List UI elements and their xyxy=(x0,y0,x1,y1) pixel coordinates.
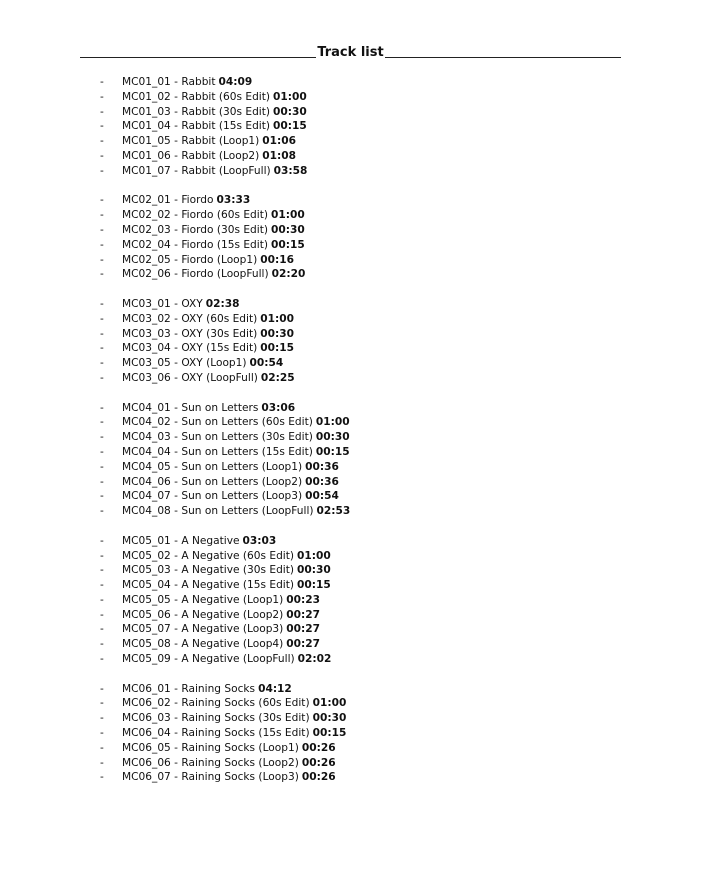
track-duration: 03:33 xyxy=(216,194,251,207)
track-duration: 00:30 xyxy=(271,223,305,236)
list-bullet: - xyxy=(100,460,104,473)
list-bullet: - xyxy=(100,194,104,207)
track-duration: 00:27 xyxy=(286,638,321,651)
track-group xyxy=(100,75,660,179)
track-duration: 03:03 xyxy=(242,534,277,547)
list-bullet: - xyxy=(100,209,104,222)
track-name: MC02_04 - Fiordo (15s Edit) xyxy=(122,238,268,251)
track-duration: 00:16 xyxy=(260,253,294,266)
track-item xyxy=(100,578,660,593)
track-group xyxy=(100,297,660,386)
list-bullet: - xyxy=(100,135,104,148)
track-name: MC03_06 - OXY (LoopFull) xyxy=(122,371,258,384)
track-item xyxy=(100,415,660,430)
track-name: MC02_03 - Fiordo (30s Edit) xyxy=(122,223,268,236)
page-title: Track list xyxy=(317,45,384,60)
list-bullet: - xyxy=(100,608,104,621)
track-duration: 00:54 xyxy=(305,490,339,503)
list-bullet: - xyxy=(100,653,104,666)
track-duration: 00:26 xyxy=(301,756,336,769)
list-bullet: - xyxy=(100,105,104,118)
track-duration: 00:30 xyxy=(260,327,294,340)
track-duration: 03:06 xyxy=(261,401,296,414)
track-item xyxy=(100,208,660,223)
list-bullet: - xyxy=(100,120,104,133)
track-name: MC01_01 - Rabbit xyxy=(122,76,216,88)
track-duration: 00:23 xyxy=(286,593,321,606)
track-group xyxy=(100,682,660,786)
track-item xyxy=(100,682,660,697)
track-item xyxy=(100,164,660,179)
track-name: MC02_06 - Fiordo (LoopFull) xyxy=(122,268,269,281)
track-name: MC02_01 - Fiordo xyxy=(122,194,214,207)
track-item xyxy=(100,741,660,756)
track-item xyxy=(100,445,660,460)
track-name: MC05_01 - A Negative xyxy=(122,534,240,547)
track-item xyxy=(100,608,660,623)
track-name: MC06_04 - Raining Socks (15s Edit) xyxy=(122,727,310,740)
list-bullet: - xyxy=(100,416,104,429)
list-bullet: - xyxy=(100,342,104,355)
list-bullet: - xyxy=(100,149,104,162)
track-item xyxy=(100,652,660,667)
track-name: MC05_04 - A Negative (15s Edit) xyxy=(122,579,295,592)
track-name: MC05_07 - A Negative (Loop3) xyxy=(122,623,284,636)
track-name: MC05_08 - A Negative (Loop4) xyxy=(122,638,284,651)
list-bullet: - xyxy=(100,371,104,384)
track-duration: 00:26 xyxy=(301,771,336,784)
track-duration: 00:54 xyxy=(249,357,284,370)
track-duration: 00:15 xyxy=(312,727,347,740)
track-item xyxy=(100,341,660,356)
track-name: MC03_05 - OXY (Loop1) xyxy=(122,357,247,370)
track-item xyxy=(100,475,660,490)
track-item xyxy=(100,297,660,312)
track-group xyxy=(100,401,660,519)
track-name: MC01_05 - Rabbit (Loop1) xyxy=(122,135,260,148)
track-name: MC06_03 - Raining Socks (30s Edit) xyxy=(122,712,310,725)
list-bullet: - xyxy=(100,712,104,725)
track-item xyxy=(100,460,660,475)
track-item xyxy=(100,696,660,711)
list-bullet: - xyxy=(100,623,104,636)
list-bullet: - xyxy=(100,401,104,414)
track-item xyxy=(100,90,660,105)
track-item xyxy=(100,401,660,416)
track-name: MC05_06 - A Negative (Loop2) xyxy=(122,608,284,621)
track-group xyxy=(100,534,660,667)
track-duration: 00:15 xyxy=(315,445,350,458)
track-item xyxy=(100,223,660,238)
track-duration: 00:30 xyxy=(273,105,307,118)
track-duration: 02:53 xyxy=(316,505,351,518)
track-item xyxy=(100,267,660,282)
track-name: MC05_09 - A Negative (LoopFull) xyxy=(122,653,295,666)
list-bullet: - xyxy=(100,490,104,503)
track-item xyxy=(100,622,660,637)
list-bullet: - xyxy=(100,268,104,281)
track-name: MC04_01 - Sun on Letters xyxy=(122,401,259,414)
list-bullet: - xyxy=(100,357,104,370)
track-duration: 00:36 xyxy=(305,475,339,488)
track-name: MC01_03 - Rabbit (30s Edit) xyxy=(122,105,271,118)
track-item xyxy=(100,134,660,149)
track-duration: 00:15 xyxy=(260,342,294,355)
list-bullet: - xyxy=(100,505,104,518)
track-item xyxy=(100,770,660,785)
track-name: MC04_06 - Sun on Letters (Loop2) xyxy=(122,475,303,488)
track-name: MC04_04 - Sun on Letters (15s Edit) xyxy=(122,445,313,458)
list-bullet: - xyxy=(100,76,104,88)
track-duration: 00:27 xyxy=(286,623,321,636)
track-item xyxy=(100,534,660,549)
track-item xyxy=(100,238,660,253)
list-bullet: - xyxy=(100,164,104,177)
track-name: MC06_01 - Raining Socks xyxy=(122,682,256,695)
track-item xyxy=(100,312,660,327)
track-duration: 02:20 xyxy=(271,268,306,281)
list-bullet: - xyxy=(100,549,104,562)
track-name: MC06_06 - Raining Socks (Loop2) xyxy=(122,756,299,769)
track-duration: 03:58 xyxy=(273,164,308,177)
list-bullet: - xyxy=(100,756,104,769)
track-item xyxy=(100,371,660,386)
track-name: MC04_08 - Sun on Letters (LoopFull) xyxy=(122,505,314,518)
track-name: MC03_03 - OXY (30s Edit) xyxy=(122,327,258,340)
track-duration: 00:27 xyxy=(286,608,321,621)
track-item xyxy=(100,149,660,164)
track-name: MC06_05 - Raining Socks (Loop1) xyxy=(122,741,299,754)
track-list xyxy=(100,75,660,800)
track-duration: 02:25 xyxy=(260,371,295,384)
track-item xyxy=(100,253,660,268)
track-name: MC03_04 - OXY (15s Edit) xyxy=(122,342,258,355)
list-bullet: - xyxy=(100,771,104,784)
track-item xyxy=(100,563,660,578)
track-item xyxy=(100,711,660,726)
list-bullet: - xyxy=(100,297,104,310)
list-bullet: - xyxy=(100,238,104,251)
track-duration: 02:38 xyxy=(205,297,240,310)
track-duration: 00:30 xyxy=(297,564,331,577)
track-name: MC03_02 - OXY (60s Edit) xyxy=(122,312,258,325)
title-rule-right xyxy=(385,57,621,58)
track-duration: 00:15 xyxy=(297,579,331,592)
list-bullet: - xyxy=(100,727,104,740)
track-duration: 01:00 xyxy=(260,312,294,325)
track-item xyxy=(100,489,660,504)
track-item xyxy=(100,593,660,608)
track-duration: 04:09 xyxy=(218,76,253,88)
list-bullet: - xyxy=(100,327,104,340)
track-duration: 00:30 xyxy=(312,712,347,725)
track-name: MC02_02 - Fiordo (60s Edit) xyxy=(122,209,268,222)
track-duration: 01:00 xyxy=(271,209,305,222)
track-duration: 04:12 xyxy=(258,682,292,695)
list-bullet: - xyxy=(100,564,104,577)
track-name: MC04_07 - Sun on Letters (Loop3) xyxy=(122,490,303,503)
track-name: MC02_05 - Fiordo (Loop1) xyxy=(122,253,258,266)
track-item xyxy=(100,637,660,652)
list-bullet: - xyxy=(100,475,104,488)
track-duration: 01:00 xyxy=(312,697,347,710)
track-item xyxy=(100,756,660,771)
list-bullet: - xyxy=(100,579,104,592)
track-name: MC04_03 - Sun on Letters (30s Edit) xyxy=(122,431,313,444)
list-bullet: - xyxy=(100,445,104,458)
track-duration: 01:00 xyxy=(273,90,307,103)
track-item xyxy=(100,327,660,342)
track-item xyxy=(100,75,660,90)
track-name: MC01_02 - Rabbit (60s Edit) xyxy=(122,90,271,103)
list-bullet: - xyxy=(100,697,104,710)
track-duration: 00:36 xyxy=(305,460,339,473)
track-name: MC01_07 - Rabbit (LoopFull) xyxy=(122,164,271,177)
track-item xyxy=(100,193,660,208)
track-duration: 01:00 xyxy=(315,416,350,429)
track-name: MC06_02 - Raining Socks (60s Edit) xyxy=(122,697,310,710)
track-item xyxy=(100,549,660,564)
list-bullet: - xyxy=(100,682,104,695)
track-duration: 01:08 xyxy=(262,149,297,162)
title-row xyxy=(80,44,621,60)
track-item xyxy=(100,356,660,371)
track-duration: 01:00 xyxy=(297,549,331,562)
track-duration: 00:26 xyxy=(301,741,336,754)
track-name: MC05_05 - A Negative (Loop1) xyxy=(122,593,284,606)
title-rule-left xyxy=(80,57,316,58)
track-item xyxy=(100,504,660,519)
track-item xyxy=(100,726,660,741)
track-name: MC03_01 - OXY xyxy=(122,297,203,310)
list-bullet: - xyxy=(100,593,104,606)
track-name: MC05_03 - A Negative (30s Edit) xyxy=(122,564,295,577)
track-group xyxy=(100,193,660,282)
list-bullet: - xyxy=(100,253,104,266)
track-item xyxy=(100,430,660,445)
track-name: MC04_02 - Sun on Letters (60s Edit) xyxy=(122,416,313,429)
track-item xyxy=(100,119,660,134)
track-name: MC01_04 - Rabbit (15s Edit) xyxy=(122,120,271,133)
list-bullet: - xyxy=(100,223,104,236)
track-name: MC01_06 - Rabbit (Loop2) xyxy=(122,149,260,162)
list-bullet: - xyxy=(100,534,104,547)
track-name: MC06_07 - Raining Socks (Loop3) xyxy=(122,771,299,784)
list-bullet: - xyxy=(100,638,104,651)
list-bullet: - xyxy=(100,431,104,444)
track-duration: 00:15 xyxy=(273,120,307,133)
list-bullet: - xyxy=(100,741,104,754)
track-duration: 00:15 xyxy=(271,238,305,251)
track-duration: 00:30 xyxy=(315,431,350,444)
track-item xyxy=(100,105,660,120)
list-bullet: - xyxy=(100,90,104,103)
list-bullet: - xyxy=(100,312,104,325)
track-name: MC05_02 - A Negative (60s Edit) xyxy=(122,549,295,562)
track-duration: 02:02 xyxy=(297,653,332,666)
track-duration: 01:06 xyxy=(262,135,297,148)
track-name: MC04_05 - Sun on Letters (Loop1) xyxy=(122,460,303,473)
